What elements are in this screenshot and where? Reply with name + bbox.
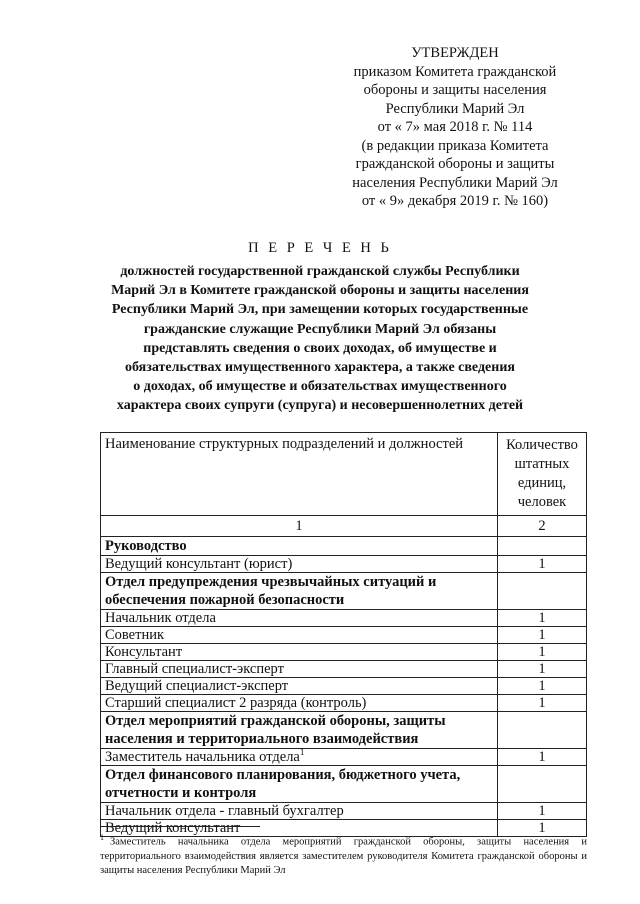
footnote-text: Заместитель начальника отдела мероприятий гражданской обороны, защиты населения и территориального взаимодействия является заместителем руководителя Комитета гражданской обороны и защиты населения Республики Марий Эл bbox=[100, 836, 587, 876]
staff-count bbox=[498, 537, 587, 556]
position-name-text: Ведущий консультант (юрист) bbox=[105, 556, 293, 572]
table-row bbox=[101, 678, 587, 695]
table-row bbox=[101, 556, 587, 573]
position-name bbox=[101, 803, 498, 820]
staff-count: 1 bbox=[498, 820, 587, 837]
staff-count bbox=[498, 573, 587, 610]
footnote-number: 1 bbox=[100, 833, 104, 842]
table-row bbox=[101, 610, 587, 627]
approval-line: приказом Комитета гражданской bbox=[353, 63, 557, 80]
staff-count: 1 bbox=[498, 749, 587, 766]
staff-count bbox=[498, 766, 587, 803]
table-row bbox=[101, 661, 587, 678]
position-name-text: Старший специалист 2 разряда (контроль) bbox=[105, 695, 367, 711]
position-name bbox=[101, 644, 498, 661]
table-row bbox=[101, 695, 587, 712]
position-name-text: Ведущий специалист-эксперт bbox=[105, 678, 289, 694]
approval-line: от « 7» мая 2018 г. № 114 bbox=[377, 119, 533, 135]
subtitle-line: обязательствах имущественного характера, а также сведения bbox=[125, 360, 515, 376]
staff-count: 1 bbox=[498, 556, 587, 573]
subtitle-line: должностей государственной гражданской службы Республики bbox=[120, 264, 520, 279]
footnote-reference: 1 bbox=[299, 747, 305, 758]
document-subtitle bbox=[92, 262, 548, 416]
staff-count: 1 bbox=[498, 803, 587, 820]
table-header-row bbox=[101, 433, 587, 516]
footnote-divider bbox=[100, 826, 260, 827]
document-heading: П Е Р Е Ч Е Н Ь bbox=[248, 240, 392, 256]
section-row bbox=[101, 712, 587, 749]
staff-count bbox=[498, 712, 587, 749]
staff-count: 1 bbox=[498, 661, 587, 678]
position-name bbox=[101, 749, 498, 766]
section-title bbox=[101, 573, 498, 610]
subtitle-line: Марий Эл в Комитете гражданской обороны и защиты населения bbox=[111, 283, 529, 299]
position-name bbox=[101, 610, 498, 627]
position-name-text: Начальник отдела bbox=[105, 610, 216, 626]
approval-line: (в редакции приказа Комитета bbox=[361, 137, 549, 154]
column-number: 2 bbox=[498, 516, 587, 537]
position-name bbox=[101, 556, 498, 573]
table-column-numbers-row bbox=[101, 516, 587, 537]
table-row bbox=[101, 627, 587, 644]
section-title bbox=[101, 766, 498, 803]
approval-line: Республики Марий Эл bbox=[385, 100, 525, 117]
position-name-text: Начальник отдела - главный бухгалтер bbox=[105, 803, 344, 819]
position-name-text: Руководство bbox=[105, 538, 187, 554]
subtitle-line: представлять сведения о своих доходах, об имуществе и bbox=[143, 340, 497, 356]
table-row bbox=[101, 749, 587, 766]
approval-line: от « 9» декабря 2019 г. № 160) bbox=[361, 193, 549, 209]
subtitle-line: о доходах, об имуществе и обязательствах имущественного bbox=[133, 379, 507, 395]
position-name-text: Отдел финансового планирования, бюджетного учета, отчетности и контроля bbox=[105, 767, 461, 801]
staff-count: 1 bbox=[498, 678, 587, 695]
footnote bbox=[100, 831, 587, 878]
position-name bbox=[101, 678, 498, 695]
position-name bbox=[101, 695, 498, 712]
section-title bbox=[101, 712, 498, 749]
position-name-text: Главный специалист-эксперт bbox=[105, 661, 284, 677]
table-row bbox=[101, 644, 587, 661]
subtitle-line: характера своих супруги (супруга) и несовершеннолетних детей bbox=[116, 398, 524, 414]
staff-count: 1 bbox=[498, 627, 587, 644]
staff-count: 1 bbox=[498, 695, 587, 712]
approval-line: УТВЕРЖДЕН bbox=[411, 45, 499, 61]
approval-stamp bbox=[330, 44, 580, 211]
staff-count: 1 bbox=[498, 610, 587, 627]
section-row bbox=[101, 537, 587, 556]
header-col-name: Наименование структурных подразделений и должностей bbox=[101, 433, 498, 516]
position-name bbox=[101, 661, 498, 678]
subtitle-line: Республики Марий Эл, при замещении которых государственные bbox=[111, 302, 529, 318]
section-row bbox=[101, 573, 587, 610]
position-name-text: Отдел мероприятий гражданской обороны, защиты населения и территориального взаимодействия bbox=[105, 713, 446, 747]
section-title bbox=[101, 537, 498, 556]
positions-table bbox=[100, 432, 587, 837]
staff-count: 1 bbox=[498, 644, 587, 661]
header-col-count: Количество штатных единиц, человек bbox=[498, 433, 587, 516]
approval-line: населения Республики Марий Эл bbox=[352, 174, 558, 191]
position-name-text: Заместитель начальника отдела bbox=[105, 749, 300, 765]
position-name-text: Советник bbox=[105, 627, 165, 643]
table-row bbox=[101, 803, 587, 820]
position-name-text: Консультант bbox=[105, 644, 183, 660]
approval-line: обороны и защиты населения bbox=[363, 82, 547, 98]
position-name-text: Ведущий консультант bbox=[105, 820, 241, 836]
position-name-text: Отдел предупреждения чрезвычайных ситуаций и обеспечения пожарной безопасности bbox=[105, 574, 437, 608]
section-row bbox=[101, 766, 587, 803]
approval-line: гражданской обороны и защиты bbox=[355, 156, 555, 172]
position-name bbox=[101, 627, 498, 644]
subtitle-line: гражданские служащие Республики Марий Эл обязаны bbox=[143, 321, 497, 337]
column-number: 1 bbox=[101, 516, 498, 537]
